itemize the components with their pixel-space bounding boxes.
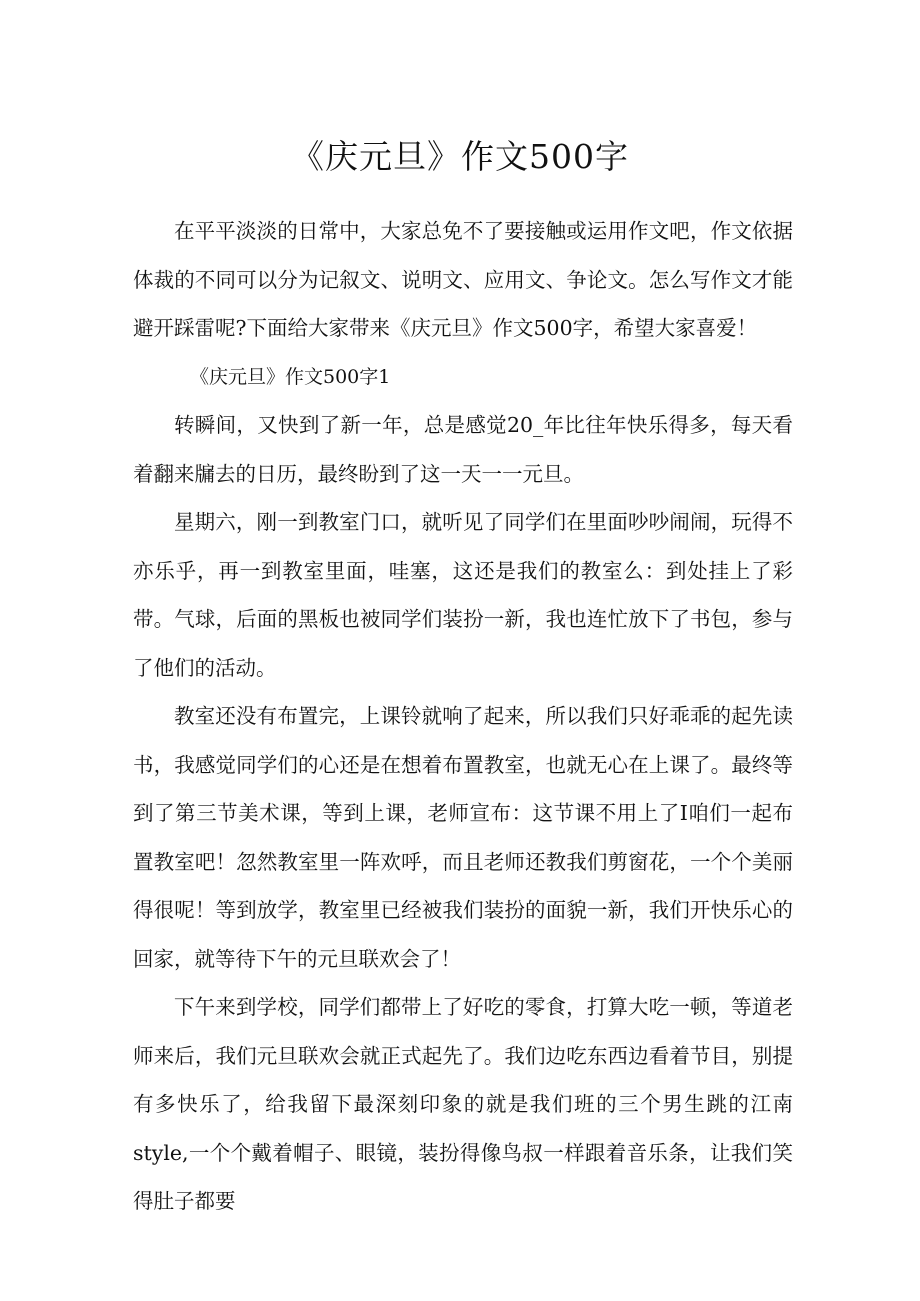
section-heading: 《庆元旦》作文500字1 xyxy=(190,365,391,388)
body-paragraph: 转瞬间，又快到了新一年，总是感觉20_年比往年快乐得多，每天看着翻来牖去的日历，最终盼到了这一天一一元旦。 xyxy=(133,413,793,486)
document-body xyxy=(133,207,793,1226)
body-paragraph: 下午来到学校，同学们都带上了好吃的零食，打算大吃一顿，等道老师来后，我们元旦联欢会就正式起先了。我们边吃东西边看着节目，别提有多快乐了，给我留下最深刻印象的就是我们班的三个男生跳的江南style,一个个戴着帽子、眼镜，装扮得像鸟叔一样跟着音乐条，让我们笑得肚子都要 xyxy=(133,995,793,1213)
document-title: 《庆元旦》作文500字 xyxy=(291,137,629,176)
body-paragraph: 星期六，刚一到教室门口，就听见了同学们在里面吵吵闹闹，玩得不亦乐乎，再一到教室里面，哇塞，这还是我们的教室么：到处挂上了彩带。气球，后面的黑板也被同学们装扮一新，我也连忙放下了书包，参与了他们的活动。 xyxy=(133,510,793,680)
body-paragraph: 教室还没有布置完，上课铃就响了起来，所以我们只好乖乖的起先读书，我感觉同学们的心还是在想着布置教室，也就无心在上课了。最终等到了第三节美术课，等到上课，老师宣布：这节课不用上了I咱们一起布置教室吧！忽然教室里一阵欢呼，而且老师还教我们剪窗花，一个个美丽得很呢！等到放学，教室里已经被我们装扮的面貌一新，我们开快乐心的回家，就等待下午的元旦联欢会了！ xyxy=(133,704,793,971)
intro-paragraph: 在平平淡淡的日常中，大家总免不了要接触或运用作文吧，作文依据体裁的不同可以分为记叙文、说明文、应用文、争论文。怎么写作文才能避开踩雷呢?下面给大家带来《庆元旦》作文500字，希望大家喜爱！ xyxy=(133,219,793,340)
